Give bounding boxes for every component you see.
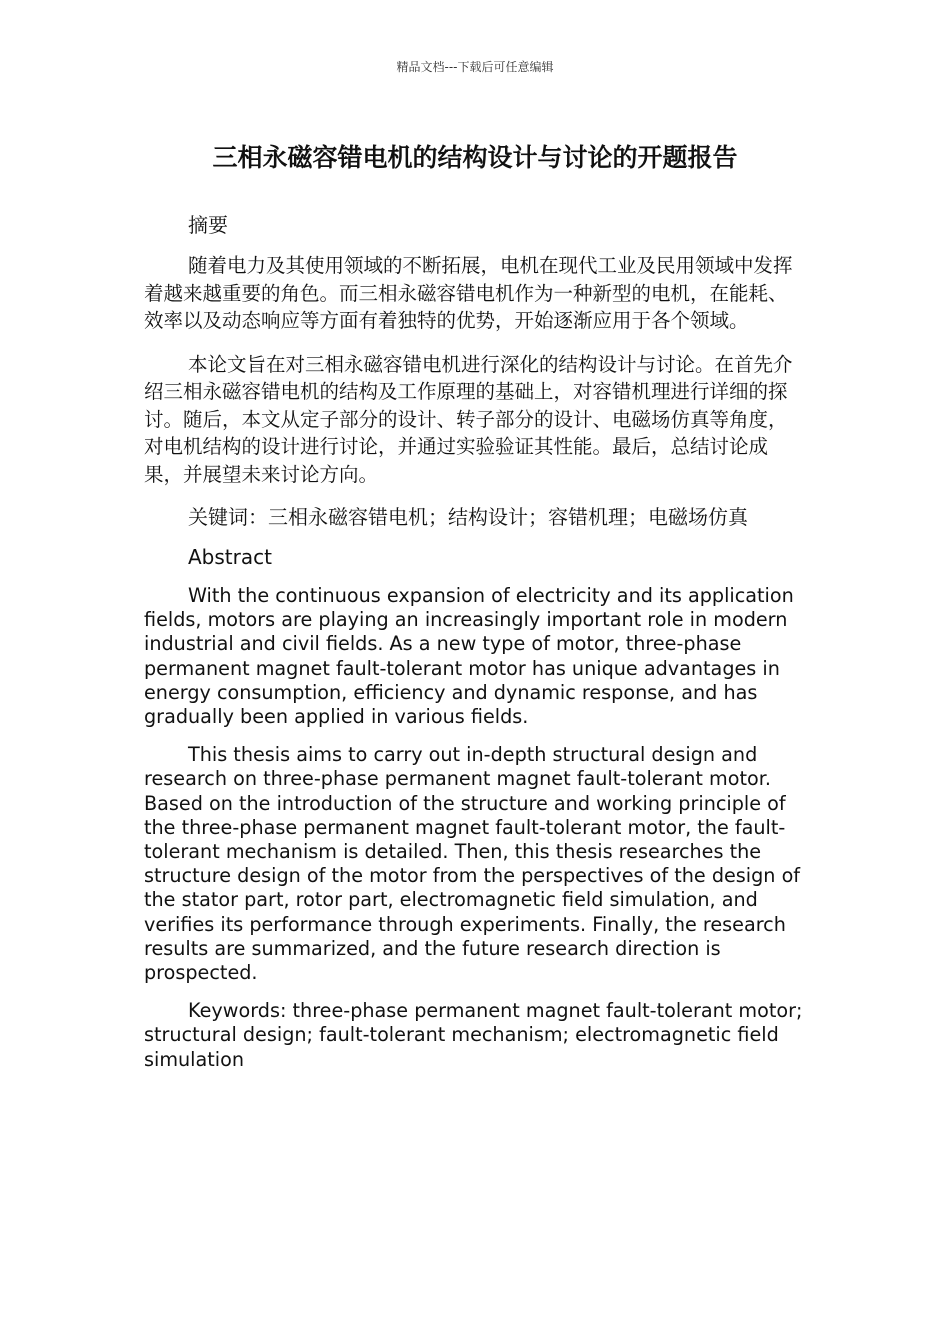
document-title: 三相永磁容错电机的结构设计与讨论的开题报告	[212, 143, 738, 172]
abstract-cn-paragraph-1: 随着电力及其使用领域的不断拓展，电机在现代工业及民用领域中发挥着越来越重要的角色。而三相永磁容错电机作为一种新型的电机，在能耗、效率以及动态响应等方面有着独特的优势，开始逐渐应用于各个领域。	[144, 254, 793, 332]
document-body	[144, 212, 806, 1086]
abstract-cn-heading: 摘要	[188, 213, 228, 237]
abstract-cn-paragraph-2: 本论文旨在对三相永磁容错电机进行深化的结构设计与讨论。在首先介绍三相永磁容错电机的结构及工作原理的基础上，对容错机理进行详细的探讨。随后，本文从定子部分的设计、转子部分的设计、电磁场仿真等角度，对电机结构的设计进行讨论，并通过实验验证其性能。最后，总结讨论成果，并展望未来讨论方向。	[144, 352, 793, 486]
keywords-cn: 关键词：三相永磁容错电机；结构设计；容错机理；电磁场仿真	[188, 505, 748, 529]
header-note: 精品文档---下载后可任意编辑	[396, 60, 554, 74]
abstract-en-heading: Abstract	[188, 545, 272, 569]
abstract-en-paragraph-1: With the continuous expansion of electricity and its application fields, motors are playing an increasingly important role in modern industrial and civil fields. As a new type of motor, three-phase permanent magnet fault-tolerant motor has unique advantages in energy consumption, efficiency and dynamic response, and has gradually been applied in various fields.	[144, 584, 794, 729]
abstract-en-paragraph-2: This thesis aims to carry out in-depth structural design and research on three-phase permanent magnet fault-tolerant motor. Based on the introduction of the structure and working principle of the three-phase permanent magnet fault-tolerant motor, the fault-tolerant mechanism is detailed. Then, this thesis researches the structure design of the motor from the perspectives of the design of the stator part, rotor part, electromagnetic field simulation, and verifies its performance through experiments. Finally, the research results are summarized, and the future research direction is prospected.	[144, 743, 801, 985]
keywords-en: Keywords: three-phase permanent magnet fault-tolerant motor; structural design; fault-tolerant mechanism; electromagnetic field simulation	[144, 999, 803, 1071]
